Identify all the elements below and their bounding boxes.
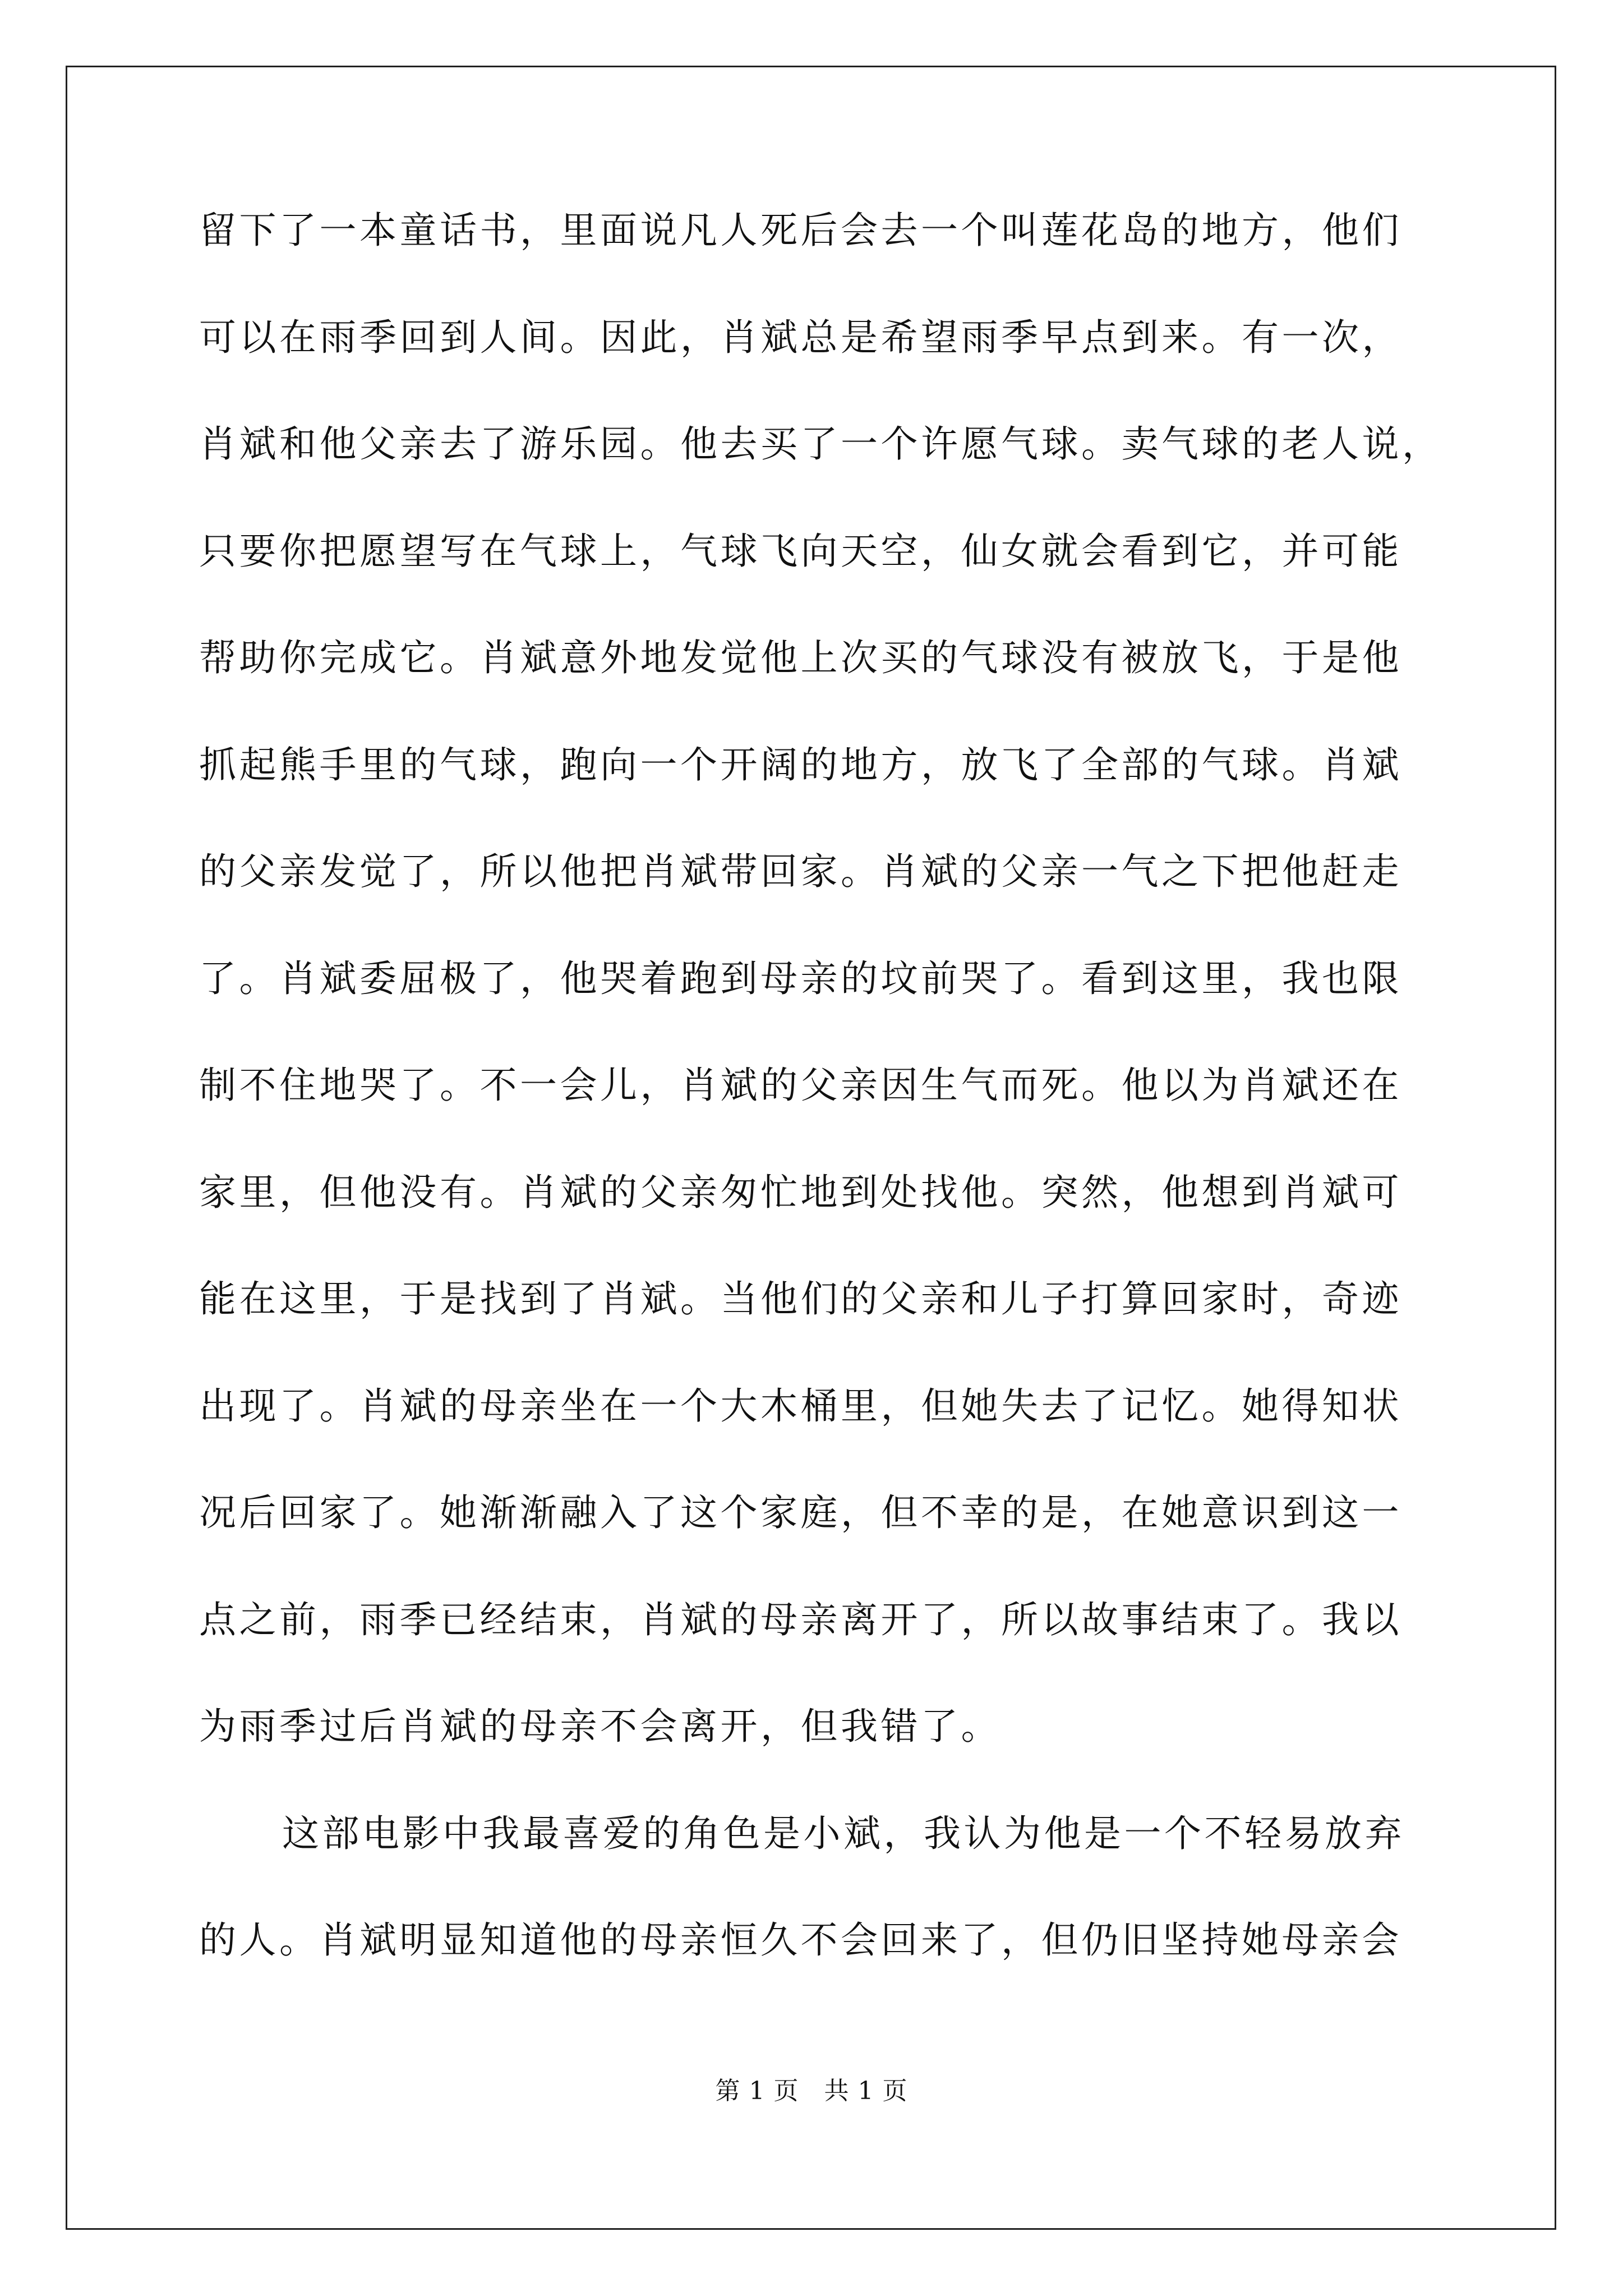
text-line: 为雨季过后肖斌的母亲不会离开，但我错了。 — [199, 1705, 1001, 1748]
text-line: 留下了一本童话书，里面说凡人死后会去一个叫莲花岛的地方，他们 — [199, 209, 1402, 252]
text-line: 制不住地哭了。不一会儿，肖斌的父亲因生气而死。他以为肖斌还在 — [199, 1064, 1402, 1107]
text-line: 只要你把愿望写在气球上，气球飞向天空，仙女就会看到它，并可能 — [199, 529, 1402, 573]
text-line: 的人。肖斌明显知道他的母亲恒久不会回来了，但仍旧坚持她母亲会 — [199, 1918, 1402, 1962]
text-line: 点之前，雨季已经结束，肖斌的母亲离开了，所以故事结束了。我以 — [199, 1598, 1402, 1641]
body-text — [199, 209, 1478, 2029]
text-line: 家里，但他没有。肖斌的父亲匆忙地到处找他。突然，他想到肖斌可 — [199, 1170, 1402, 1214]
text-line: 了。肖斌委屈极了，他哭着跑到母亲的坟前哭了。看到这里，我也限 — [199, 956, 1402, 1000]
text-line: 况后回家了。她渐渐融入了这个家庭，但不幸的是，在她意识到这一 — [199, 1491, 1402, 1534]
page-number-footer: 第 1 页 共 1 页 — [715, 2077, 908, 2105]
text-line: 出现了。肖斌的母亲坐在一个大木桶里，但她失去了记忆。她得知状 — [199, 1384, 1402, 1428]
paragraph-start-line: 这部电影中我最喜爱的角色是小斌，我认为他是一个不轻易放弃 — [282, 1811, 1405, 1855]
text-line: 抓起熊手里的气球，跑向一个开阔的地方，放飞了全部的气球。肖斌 — [199, 743, 1402, 786]
text-line: 的父亲发觉了，所以他把肖斌带回家。肖斌的父亲一气之下把他赶走 — [199, 850, 1402, 893]
text-line: 帮助你完成它。肖斌意外地发觉他上次买的气球没有被放飞，于是他 — [199, 636, 1402, 679]
text-line: 肖斌和他父亲去了游乐园。他去买了一个许愿气球。卖气球的老人说， — [199, 422, 1442, 466]
text-line: 可以在雨季回到人间。因此，肖斌总是希望雨季早点到来。有一次， — [199, 315, 1402, 359]
text-line: 能在这里，于是找到了肖斌。当他们的父亲和儿子打算回家时，奇迹 — [199, 1277, 1402, 1320]
